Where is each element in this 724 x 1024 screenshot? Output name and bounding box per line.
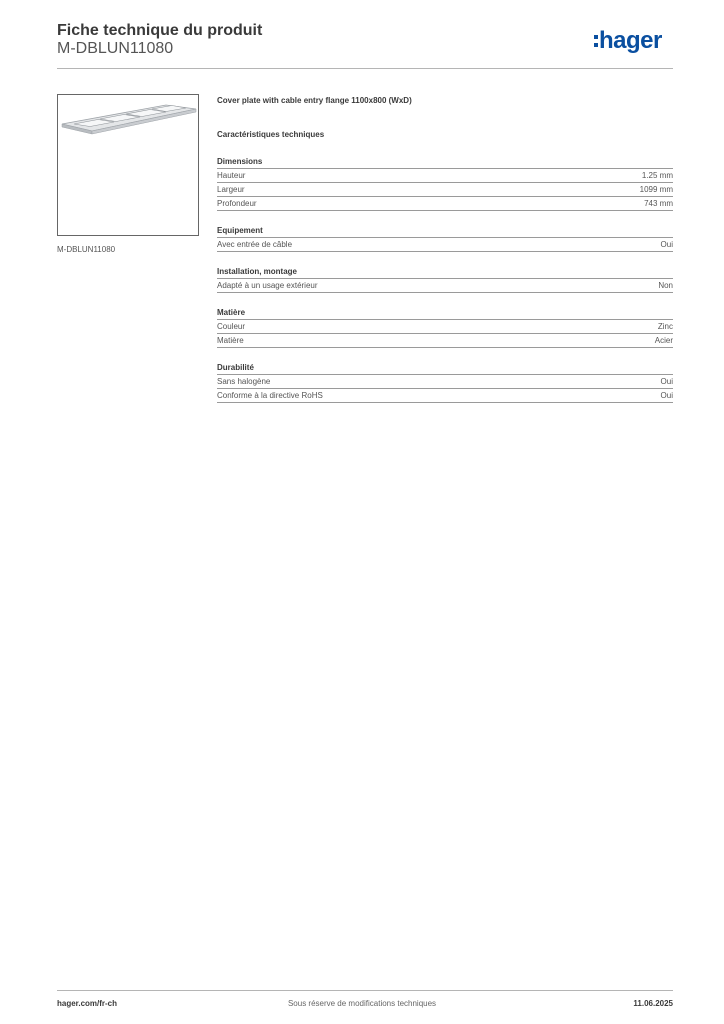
- section-equipement: [217, 225, 673, 252]
- section-title: Durabilité: [217, 362, 673, 375]
- product-reference: M-DBLUN11080: [57, 40, 174, 57]
- section-title: Matière: [217, 307, 673, 320]
- footer-notice: Sous réserve de modifications techniques: [287, 999, 437, 1008]
- footer-divider: [57, 990, 673, 991]
- spec-value: Zinc: [657, 322, 673, 331]
- section-installation: [217, 266, 673, 293]
- spec-label: Adapté à un usage extérieur: [217, 281, 318, 290]
- spec-label: Avec entrée de câble: [217, 240, 293, 249]
- footer-date: 11.06.2025: [633, 999, 673, 1008]
- spec-row: [217, 389, 673, 403]
- hager-logo: [594, 28, 662, 54]
- spec-value: Non: [658, 281, 673, 290]
- image-caption: M-DBLUN11080: [57, 245, 116, 254]
- spec-row: [217, 279, 673, 293]
- spec-row: [217, 238, 673, 252]
- section-title: Installation, montage: [217, 266, 673, 279]
- spec-row: [217, 334, 673, 348]
- section-dimensions: [217, 156, 673, 211]
- spec-label: Hauteur: [217, 171, 246, 180]
- spec-label: Matière: [217, 336, 244, 345]
- section-durabilite: [217, 362, 673, 403]
- header-divider: [57, 68, 673, 69]
- section-title: Equipement: [217, 225, 673, 238]
- spec-value: 1.25 mm: [641, 171, 673, 180]
- spec-row: [217, 169, 673, 183]
- spec-value: Acier: [654, 336, 673, 345]
- spec-value: Oui: [660, 377, 673, 386]
- product-image: [57, 94, 199, 236]
- spec-label: Couleur: [217, 322, 246, 331]
- section-title: Dimensions: [217, 156, 673, 169]
- footer-website-link[interactable]: hager.com/fr-ch: [57, 999, 118, 1008]
- spec-label: Sans halogène: [217, 377, 271, 386]
- spec-value: 743 mm: [644, 199, 673, 208]
- spec-row: [217, 375, 673, 389]
- spec-row: [217, 320, 673, 334]
- cover-plate-icon: [58, 95, 198, 235]
- spec-label: Profondeur: [217, 199, 257, 208]
- product-description: Cover plate with cable entry flange 1100x800 (WxD): [217, 96, 412, 105]
- spec-label: Conforme à la directive RoHS: [217, 391, 323, 400]
- spec-value: Oui: [660, 240, 673, 249]
- section-matiere: [217, 307, 673, 348]
- spec-content: [217, 96, 673, 417]
- spec-label: Largeur: [217, 185, 245, 194]
- logo-text: hager: [599, 27, 662, 54]
- page-title: Fiche technique du produit: [57, 22, 263, 39]
- spec-value: Oui: [660, 391, 673, 400]
- spec-value: 1099 mm: [639, 185, 673, 194]
- characteristics-title: Caractéristiques techniques: [217, 130, 325, 139]
- spec-row: [217, 197, 673, 211]
- logo-dots-icon: [594, 35, 598, 47]
- spec-row: [217, 183, 673, 197]
